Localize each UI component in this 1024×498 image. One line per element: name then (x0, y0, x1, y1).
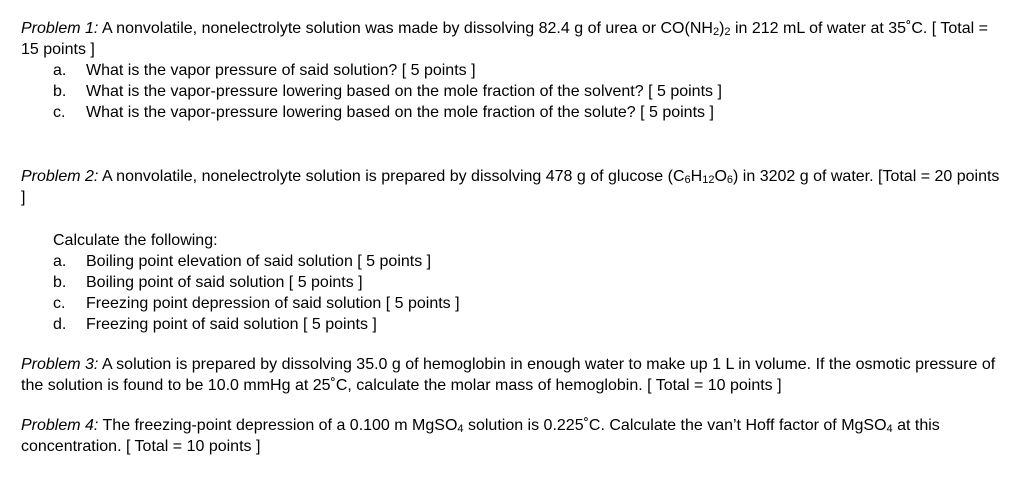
problem-2-label: Problem 2: (21, 168, 99, 185)
problem-2 (21, 166, 1002, 335)
problem-2-text: O (714, 168, 727, 185)
problem-2-text: ) in 3202 g of water. [Total = 20 points ] (21, 168, 1000, 206)
list-item (21, 81, 1002, 102)
problem-2-statement (21, 166, 1002, 208)
list-marker: c. (53, 104, 66, 121)
subscript: 6 (684, 174, 691, 186)
list-item (21, 272, 1002, 293)
list-marker: a. (53, 253, 67, 270)
list-marker: b. (53, 83, 67, 100)
list-marker: b. (53, 274, 67, 291)
problem-3-label: Problem 3: (21, 356, 99, 373)
list-item (21, 60, 1002, 81)
question-text: Freezing point depression of said solution [ 5 points ] (86, 295, 460, 312)
problem-2-questions (21, 251, 1002, 335)
subscript: 12 (702, 174, 715, 186)
problem-4-statement (21, 415, 1002, 457)
problem-3 (21, 354, 1002, 396)
question-text: Freezing point of said solution [ 5 points ] (86, 316, 377, 333)
question-text: What is the vapor-pressure lowering based on the mole fraction of the solute? [ 5 points ] (86, 104, 714, 121)
calculate-heading: Calculate the following: (53, 232, 218, 249)
problem-4-text: solution is 0.225˚C. Calculate the van’t Hoff factor of MgSO (463, 417, 887, 434)
subscript: 2 (724, 26, 731, 38)
list-marker: c. (53, 295, 66, 312)
problem-2-text: A nonvolatile, nonelectrolyte solution is prepared by dissolving 478 g of glucose (C (98, 168, 685, 185)
list-item (21, 293, 1002, 314)
problem-4 (21, 415, 1002, 457)
problem-1-statement (21, 18, 1002, 60)
problem-3-text: A solution is prepared by dissolving 35.0 g of hemoglobin in enough water to make up 1 L in volume. If the osmotic pressure of the solution is found to be 10.0 mmHg at 25˚C, calculate the molar mass of hemoglobin. [ Total = 10 points ] (21, 356, 996, 394)
problem-1-text: ) (719, 20, 725, 37)
problem-1 (21, 18, 1002, 123)
problem-1-questions (21, 60, 1002, 123)
question-text: Boiling point elevation of said solution [ 5 points ] (86, 253, 432, 270)
list-item (21, 102, 1002, 123)
problem-3-statement (21, 354, 1002, 396)
subscript: 4 (886, 423, 893, 435)
list-marker: d. (53, 316, 67, 333)
list-marker: a. (53, 62, 67, 79)
problem-4-text: The freezing-point depression of a 0.100 m MgSO (98, 417, 458, 434)
question-text: What is the vapor pressure of said solution? [ 5 points ] (86, 62, 476, 79)
problem-2-text: H (690, 168, 703, 185)
subscript: 2 (712, 26, 720, 38)
subscript: 6 (726, 174, 734, 186)
problem-1-label: Problem 1: (21, 20, 99, 37)
problem-4-label: Problem 4: (21, 417, 99, 434)
list-item (21, 251, 1002, 272)
problem-4-text: at this concentration. [ Total = 10 points ] (21, 417, 940, 455)
problem-1-text: in 212 mL of water at 35˚C. [ Total = 15 points ] (21, 20, 988, 58)
problem-1-text: A nonvolatile, nonelectrolyte solution was made by dissolving 82.4 g of urea or CO(NH (98, 20, 713, 37)
question-text: What is the vapor-pressure lowering based on the mole fraction of the solvent? [ 5 points ] (86, 83, 722, 100)
list-item (21, 314, 1002, 335)
question-text: Boiling point of said solution [ 5 points ] (86, 274, 363, 291)
subscript: 4 (457, 423, 464, 435)
